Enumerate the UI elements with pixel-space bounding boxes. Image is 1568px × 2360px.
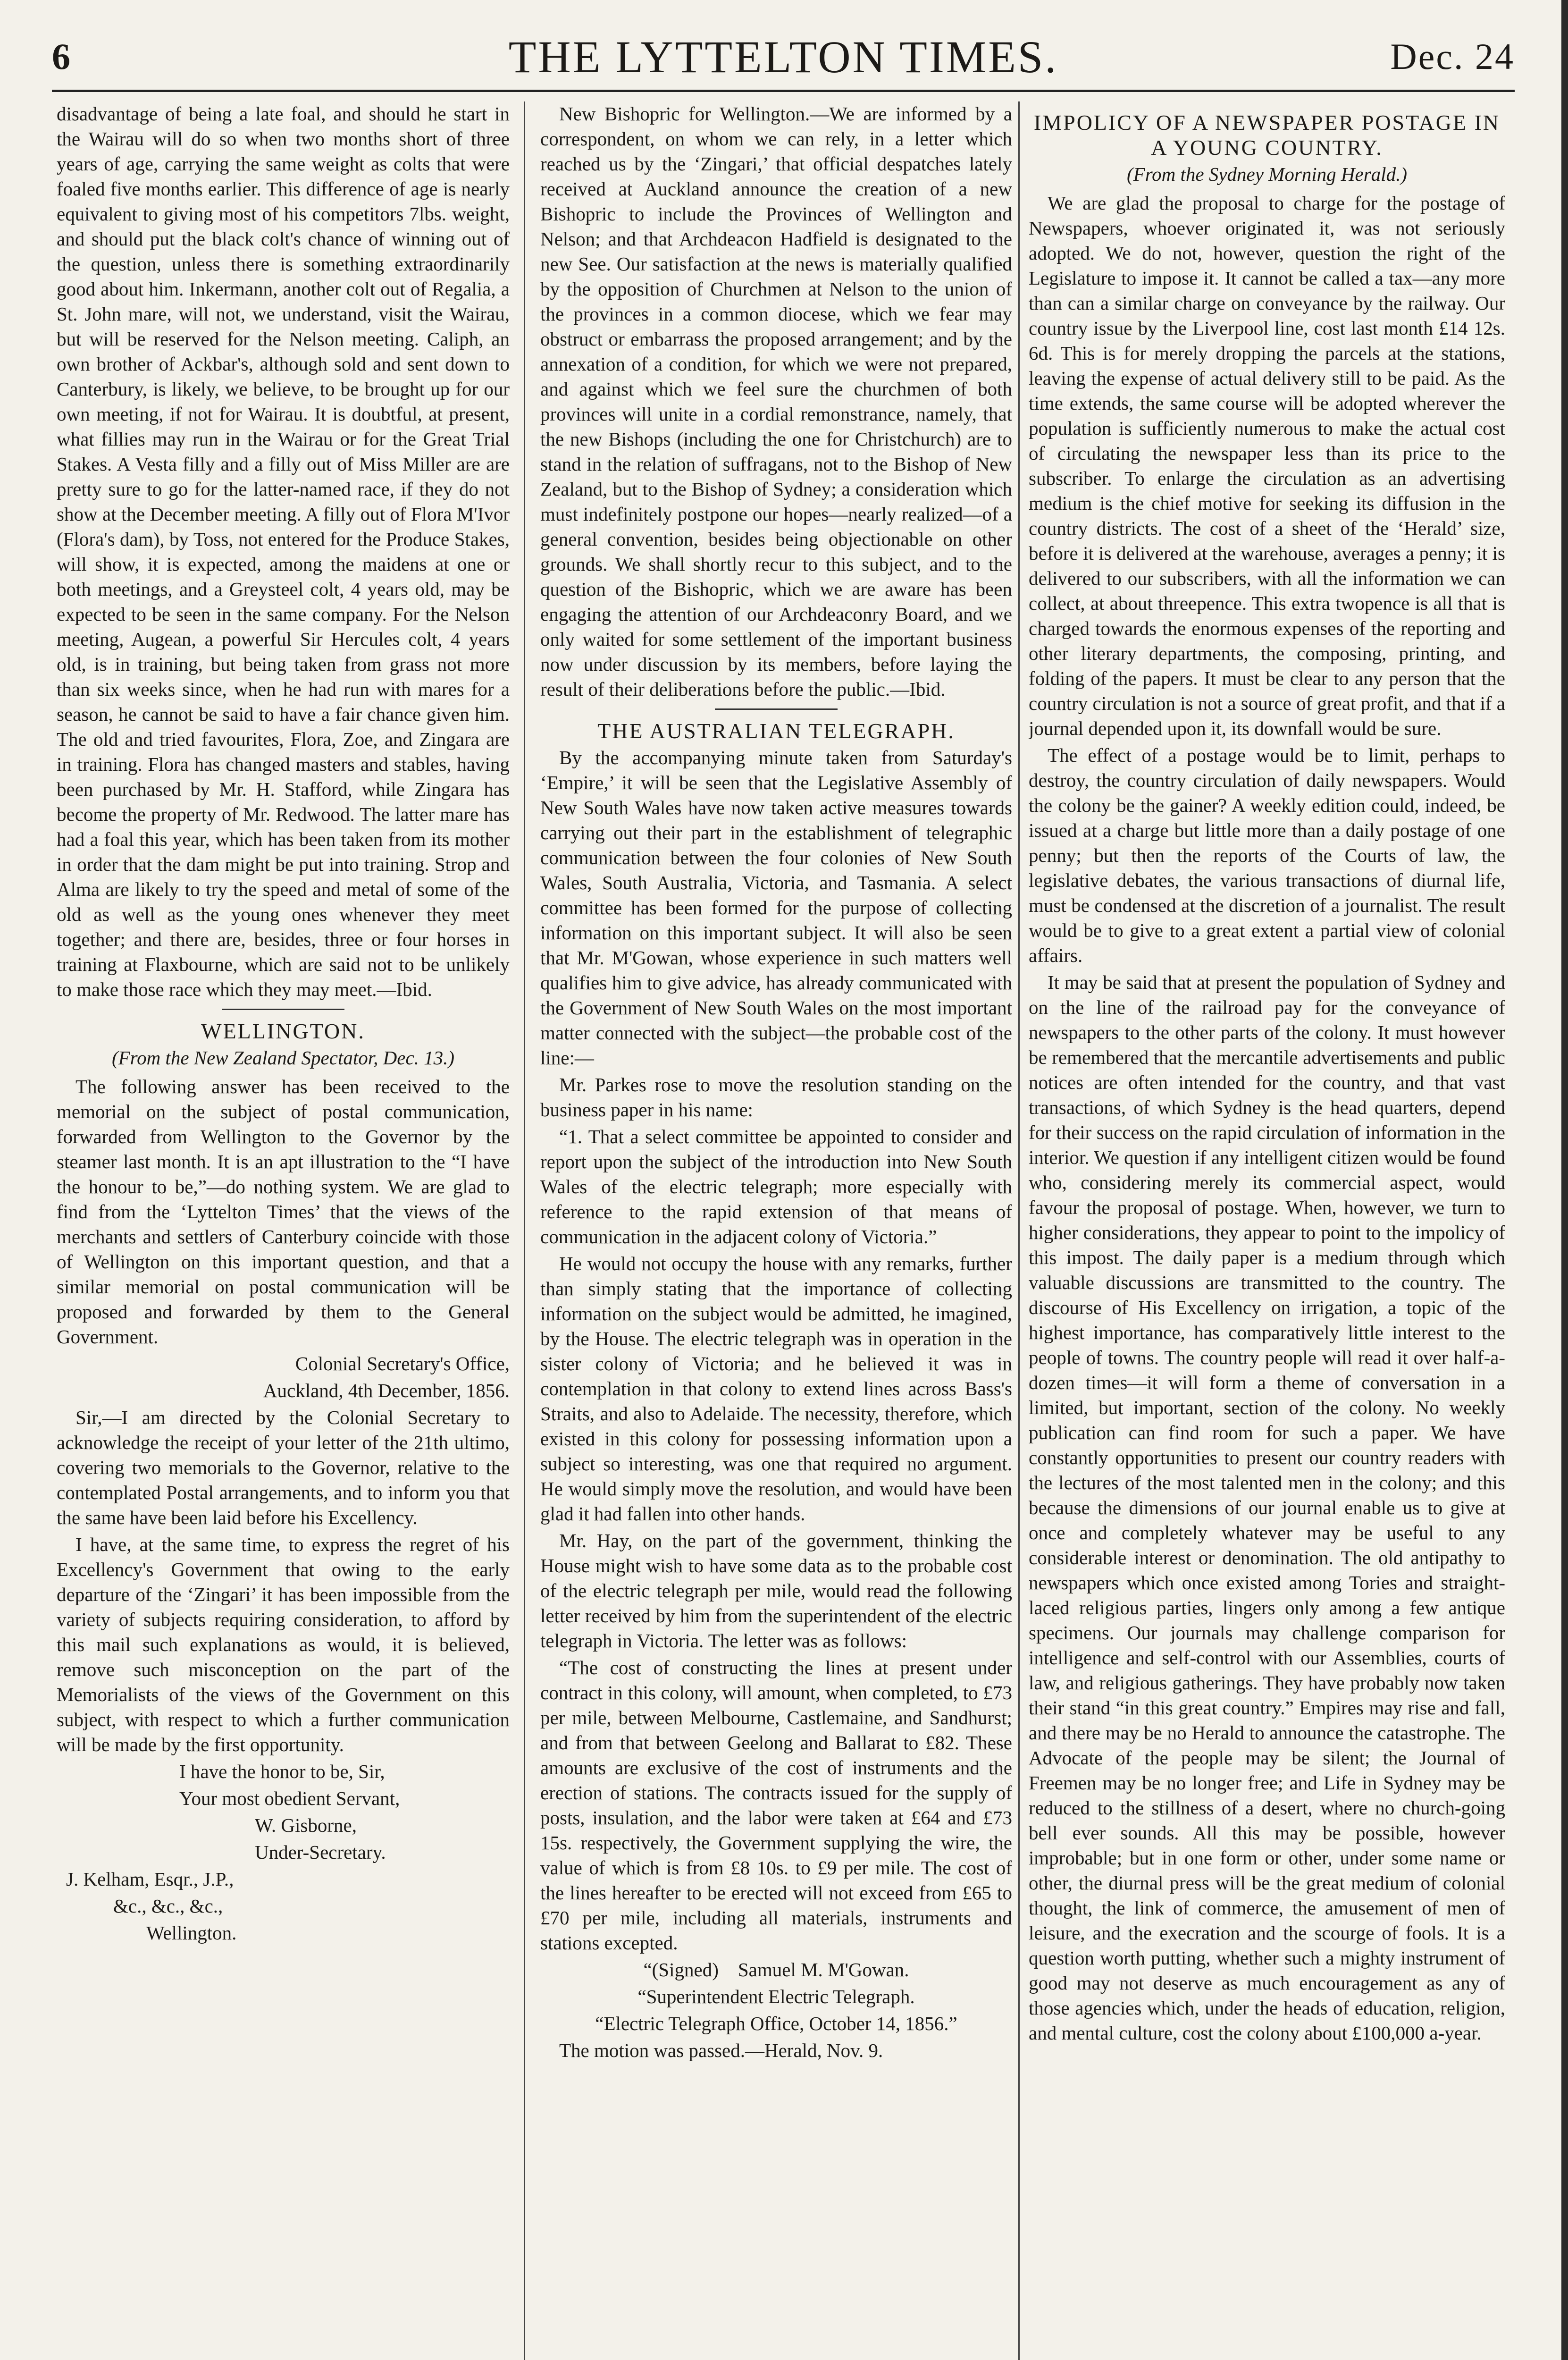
wellington-source: (From the New Zealand Spectator, Dec. 13.) (111, 1047, 455, 1069)
page-number: 6 (52, 36, 70, 77)
telegraph-closing: The motion was passed.—Herald, Nov. 9. (559, 2040, 883, 2061)
letter-addressee-1: J. Kelham, Esqr., J.P., (66, 1868, 234, 1890)
masthead (52, 26, 1515, 92)
column-rule-2 (1018, 101, 1020, 2360)
letter-closing-2: Your most obedient Servant, (179, 1787, 400, 1809)
telegraph-letter: “The cost of constructing the lines at present under contract in this colony, will amount, when completed, to £73 per mile, between Melbourne, Castlemaine, and Sandhurst; and from that between Geelong and Ballarat to £82. These amounts are exclusive of the cost of instruments and the erection of stations. The contracts issued for the supply of posts, insulation, and the labor were taken at £64 and £73 15s. respectively, the Government supplying the wire, the value of which is from £8 10s. to £9 per mile. The cost of the lines hereafter to be erected will not exceed from £65 to £70 per mile, including all materials, instruments and stations excepted. (540, 1657, 1012, 1954)
postage-source: (From the Sydney Morning Herald.) (1127, 163, 1407, 185)
section-divider (222, 1009, 344, 1010)
wellington-heading: WELLINGTON. (201, 1019, 365, 1043)
telegraph-intro: By the accompanying minute taken from Saturday's ‘Empire,’ it will be seen that the Legislative Assembly of New South Wales have now taken active measures towards carrying out their part in the establishment of telegraphic communication between the four colonies of New South Wales, South Australia, Victoria, and Tasmania. A select committee has been formed for the purpose of collecting information on this important subject. It will also be seen that Mr. M'Gowan, whose experience in such matters well qualifies him to give advice, has already communicated with the Government of New South Wales on the most important matter connected with the subject—the probable cost of the line:— (540, 747, 1012, 1069)
letter-addressee-3: Wellington. (146, 1922, 237, 1944)
postage-heading: IMPOLICY OF A NEWSPAPER POSTAGE IN A YOUNG COUNTRY. (1033, 110, 1501, 160)
masthead-rule (52, 90, 1515, 92)
telegraph-hay: Mr. Hay, on the part of the government, thinking the House might wish to have some data as to the probable cost of the electric telegraph per mile, would read the following letter received by him from the superintendent of the electric telegraph in Victoria. The letter was as follows: (540, 1530, 1012, 1652)
letter-paragraph-1: Sir,—I am directed by the Colonial Secretary to acknowledge the receipt of your letter of the 21th ultimo, covering two memorials to the Governor, relative to the contemplated Postal arrangements, and to inform you that the same have been laid before his Excellency. (57, 1407, 510, 1528)
postage-paragraph-2: The effect of a postage would be to limit, perhaps to destroy, the country circulation of daily newspapers. Would the colony be the gainer? A weekly edition could, indeed, be issued at a charge but little more than a daily postage of one penny; but then the reports of the Courts of law, the legislative debates, the various transactions of diurnal life, must be condensed at the discretion of a journalist. The result would be to give to a great extent a partial view of colonial affairs. (1029, 744, 1505, 966)
section-divider (715, 708, 838, 710)
telegraph-resolution: “1. That a select committee be appointed to consider and report upon the subject of the introduction into New South Wales of the electric telegraph; more especially with reference to the rapid extension of that means of communication in the adjacent colony of Victoria.” (540, 1126, 1012, 1247)
column-3 (1029, 101, 1505, 2360)
letter-date: Auckland, 4th December, 1856. (263, 1380, 510, 1401)
letter-closing-1: I have the honor to be, Sir, (179, 1761, 385, 1782)
column-1 (57, 101, 510, 2360)
telegraph-parkes: Mr. Parkes rose to move the resolution standing on the business paper in his name: (540, 1074, 1012, 1121)
letter-paragraph-2: I have, at the same time, to express the regret of his Excellency's Government that owing to the early departure of the ‘Zingari’ it has been impossible from the variety of subjects requiring consideration, to afford by this mail such explanations as would, it is believed, remove such misconception on the part of the Memorialists of the views of the Government on this subject, with respect to which a further communication will be made by the first opportunity. (57, 1534, 510, 1755)
telegraph-signed-title: “Superintendent Electric Telegraph. (637, 1986, 915, 2007)
column-rule-1 (524, 101, 525, 2360)
letter-addressee-2: &c., &c., &c., (113, 1895, 223, 1917)
postage-paragraph-1: We are glad the proposal to charge for the postage of Newspapers, whoever originated it, was not seriously adopted. We do not, however, question the right of the Legislature to impose it. It cannot be called a tax—any more than can a similar charge on conveyance by the railway. Our country issue by the Liverpool line, cost last month £14 12s. 6d. This is for merely dropping the parcels at the stations, leaving the expense of actual delivery still to be paid. As the time extends, the same course will be adopted wherever the population is sufficiently numerous to make the actual cost of circulating the newspaper less than its price to the subscriber. To enlarge the circulation as an advertising medium is the chief motive for seeking its diffusion in the country districts. The cost of a sheet of the ‘Herald’ size, before it is delivered at the warehouse, averages a penny; it is delivered to our subscribers, with all the information we can collect, at about threepence. This extra twopence is all that is charged towards the enormous expenses of the reporting and other literary departments, the composing, printing, and folding of the papers. It must be clear to any person that the country circulation is not a source of great profit, and that if a journal depended upon it, its downfall would be sure. (1029, 192, 1505, 739)
bishopric-article: New Bishopric for Wellington.—We are informed by a correspondent, on whom we can rely, in a letter which reached us by the ‘Zingari,’ that official despatches lately received at Auckland announce the creation of a new Bishopric to include the Provinces of Wellington and Nelson; and that Archdeacon Hadfield is designated to the new See. Our satisfaction at the news is materially qualified by the opposition of Churchmen at Nelson to the union of the provinces in a common diocese, which we fear may obstruct or embarrass the proposed arrangement; and by the annexation of a condition, for which we were not prepared, and against which we feel sure the churchmen of both provinces will unite in a cordial remonstrance, namely, that the new Bishops (including the one for Christchurch) are to stand in the relation of suffragans, not to the Bishop of New Zealand, but to the Bishop of Sydney; a consideration which must indefinitely postpone our hopes—nearly realized—of a general convention, besides being objectionable on other grounds. We shall shortly recur to this subject, and to the question of the Bishopric, which we are aware has been engaging the attention of our Archdeaconry Board, and we only waited for some settlement of the important business now under discussion by its members, before laying the result of their deliberations before the public.—Ibid. (540, 103, 1012, 700)
newspaper-title: THE LYTTELTON TIMES. (508, 32, 1058, 82)
telegraph-heading: THE AUSTRALIAN TELEGRAPH. (597, 719, 955, 743)
column-2 (540, 101, 1012, 2360)
wellington-intro: The following answer has been received to the memorial on the subject of postal communication, forwarded from Wellington to the Governor by the steamer last month. It is an apt illustration to the “I have the honour to be,”—do nothing system. We are glad to find from the ‘Lyttelton Times’ that the views of the merchants and settlers of Canterbury coincide with those of Wellington on this important question, and that a similar memorial on postal communication will be proposed and forwarded by them to the General Government. (57, 1076, 510, 1348)
postage-paragraph-3: It may be said that at present the population of Sydney and on the line of the railroad pay for the conveyance of newspapers to the other parts of the colony. It must however be remembered that the mercantile advertisements and public notices are often intended for the country, and that vast transactions, of which Sydney is the head quarters, depend for their success on the rapid circulation of information in the interior. We question if any intelligent citizen would be found who, considering merely its commercial aspect, would favour the proposal of postage. When, however, we turn to higher considerations, they appear to point to the impolicy of this impost. The daily paper is a medium through which valuable discussions are transmitted to the country. The discourse of His Excellency on irrigation, a topic of the highest importance, has comparatively little interest to the people of towns. The country people will read it over half-a-dozen times—it will form a theme of conversation in a limited, but important, section of the colony. No weekly publication can find room for such a paper. We have constantly opportunities to present our country readers with the lectures of the most talented men in the colony; and this because the dimensions of our journal enable us to give at once and completely whatever may be useful to any considerable interest or denomination. The old antipathy to newspapers which once existed among Tories and straight-laced religious parties, lingers only among a few antique specimens. Our journals may challenge comparison for intelligence and self-control with our Assemblies, courts of law, and religious gatherings. They have probably now taken their stand “in this great country.” Empires may rise and fall, and there may be no Herald to announce the catastrophe. The Advocate of the people may be silent; the Journal of Freemen may be no longer free; and Life in Sydney may be reduced to the stillness of a desert, where no church-going bell ever sounds. All this may be possible, however improbable; but in one form or other, under some name or other, the diurnal press will be the great medium of colonial thought, the link of commerce, the amusement of men of leisure, and the execration and the scourge of fools. It is a question worth putting, whether such a mighty instrument of good may not deserve as much encouragement as any of those agencies which, under the heads of education, religion, and mental culture, cost the colony about £100,000 a-year. (1029, 971, 1505, 2044)
letter-signer-title: Under-Secretary. (255, 1841, 386, 1863)
letter-office: Colonial Secretary's Office, (295, 1353, 510, 1374)
racing-article-text: disadvantage of being a late foal, and should he start in the Wairau will do so when two months short of three years of age, carrying the same weight as colts that were foaled five months earlier. This difference of age is nearly equivalent to giving most of his competitors 7lbs. weight, and should put the black colt's chance of winning out of the question, unless there is something extraordinarily good about him. Inkermann, another colt out of Regalia, a St. John mare, will not, we understand, visit the Wairau, but will be reserved for the Nelson meeting. Caliph, an own brother of Ackbar's, although sold and sent down to Canterbury, is likely, we believe, to be brought up for our own meeting, if not for Wairau. It is doubtful, at present, what fillies may run in the Wairau or for the Great Trial Stakes. A Vesta filly and a filly out of Miss Miller are are pretty sure to go for the latter-named race, if they do not show at the December meeting. A filly out of Flora M'Ivor (Flora's dam), by Toss, not entered for the Produce Stakes, will show, it is expected, among the maidens at one or both meetings, and a Greysteel colt, 4 years old, may be expected to be seen in the same company. For the Nelson meeting, Augean, a powerful Sir Hercules colt, 4 years old, is in training, but being taken from grass not more than six weeks since, when he had run with mares for a season, he cannot be said to have a fair chance given him. The old and tried favourites, Flora, Zoe, and Zingara are in training. Flora has changed masters and stables, having been purchased by Mr. H. Stafford, while Zingara has become the property of Mr. Redwood. The latter mare has had a foal this year, which has been taken from its mother in order that the dam might be put into training. Strop and Alma are likely to try the speed and metal of some of the old as well as the young ones whenever they meet together; and there are, besides, three or four horses in training at Flaxbourne, which are said not to be unlikely to make those race which they may meet.—Ibid. (57, 103, 510, 1000)
telegraph-remarks: He would not occupy the house with any remarks, further than simply stating that the importance of collecting information on the subject would be admitted, he imagined, by the House. The electric telegraph was in operation in the sister colony of Victoria; and he believed it was in contemplation in that colony to extend lines across Bass's Straits, and also to Adelaide. The necessity, therefore, which existed in this colony for possessing information upon a subject so interesting, was one that required no argument. He would simply move the resolution, and would have been glad it had fallen into other hands. (540, 1253, 1012, 1525)
letter-signer: W. Gisborne, (255, 1814, 357, 1836)
telegraph-signed-office: “Electric Telegraph Office, October 14, 1856.” (595, 2013, 957, 2034)
scan-edge-shadow (1561, 0, 1568, 2360)
telegraph-signed: “(Signed) Samuel M. M'Gowan. (643, 1959, 909, 1981)
issue-date: Dec. 24 (1390, 36, 1515, 77)
